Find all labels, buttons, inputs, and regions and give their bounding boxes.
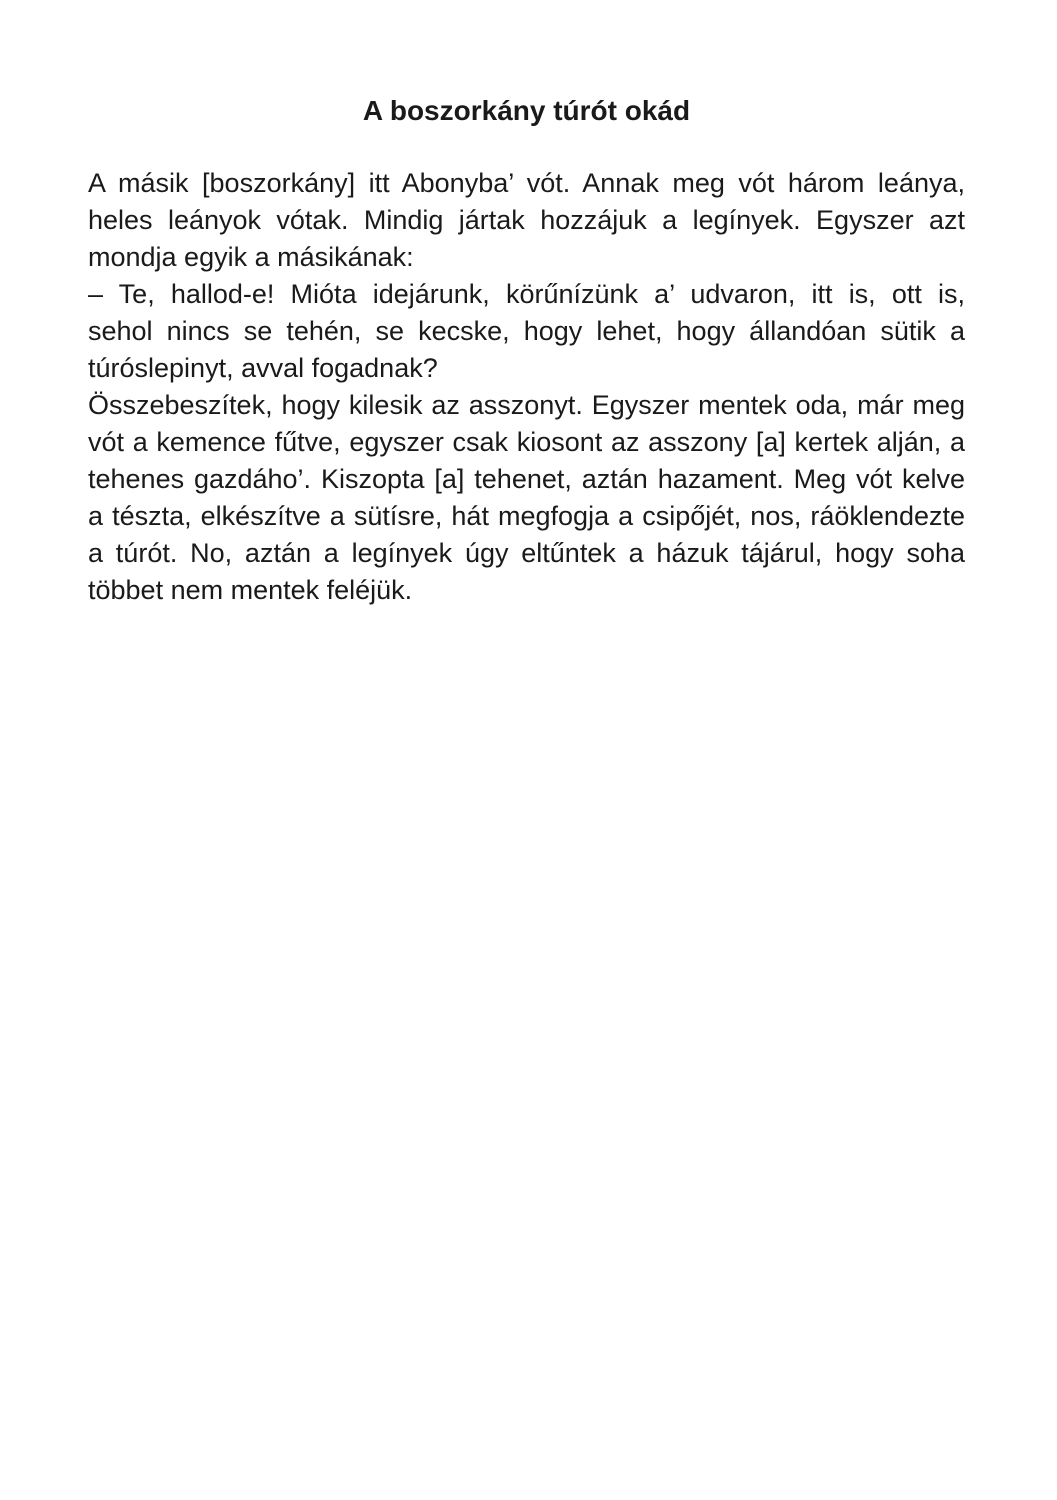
- document-content: [88, 92, 965, 609]
- text-line: sehol nincs se tehén, se kecske, hogy lehet, hogy állandóan sütik a: [88, 316, 965, 346]
- text-line: túróslepinyt, avval fogadnak?: [88, 353, 438, 383]
- text-line: a túrót. No, aztán a legínyek úgy eltűntek a házuk tájárul, hogy soha: [88, 538, 965, 568]
- text-line: vót a kemence fűtve, egyszer csak kiosont az asszony [a] kertek alján, a: [88, 427, 965, 457]
- text-line: A másik [boszorkány] itt Abonyba’ vót. Annak meg vót három leánya,: [88, 168, 965, 198]
- paragraph-3: [88, 387, 965, 609]
- text-line: a tészta, elkészítve a sütísre, hát megfogja a csipőjét, nos, ráöklendezte: [88, 501, 965, 531]
- text-line: tehenes gazdáho’. Kiszopta [a] tehenet, aztán hazament. Meg vót kelve: [88, 464, 965, 494]
- text-line: mondja egyik a másikának:: [88, 242, 414, 272]
- text-line: többet nem mentek feléjük.: [88, 575, 413, 605]
- text-line: Összebeszítek, hogy kilesik az asszonyt. Egyszer mentek oda, már meg: [88, 390, 965, 420]
- document-title: A boszorkány túrót okád: [362, 95, 691, 126]
- text-line: – Te, hallod-e! Mióta idejárunk, körűnízünk a’ udvaron, itt is, ott is,: [88, 279, 965, 309]
- paragraph-1: [88, 165, 965, 276]
- paragraph-2: [88, 276, 965, 387]
- text-line: heles leányok vótak. Mindig jártak hozzájuk a legínyek. Egyszer azt: [88, 205, 965, 235]
